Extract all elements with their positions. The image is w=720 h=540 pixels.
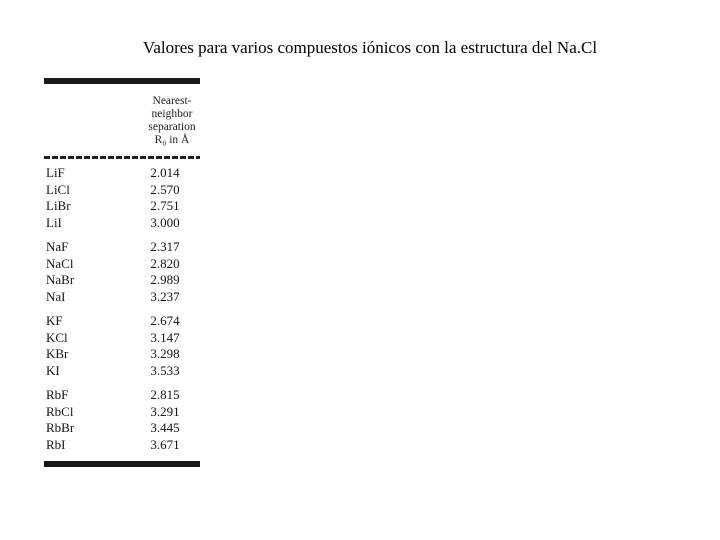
compound-cell: NaF [46,239,69,254]
value-cell: 3.147 [150,329,180,345]
table-bottom-rule [44,461,200,467]
compound-cell: KBr [46,346,69,361]
compound-cell: LiCl [46,181,70,197]
table-row [44,198,200,215]
table-group-sodium [44,239,200,305]
table-row [44,165,200,182]
table-row [44,437,200,454]
table-group-potassium [44,313,200,379]
header-line: R₀ in Å [154,134,190,146]
table-row [44,256,200,273]
header-line: neighbor [151,108,193,120]
value-cell: 2.989 [150,272,180,287]
value-cell: 2.570 [150,181,180,197]
compound-cell: KI [46,362,60,378]
compound-cell: RbCl [46,403,74,419]
table-row [44,289,200,306]
compound-cell: RbF [46,387,69,402]
value-cell: 3.291 [150,403,180,419]
table-row [44,387,200,404]
table-row [44,239,200,256]
table-row [44,215,200,232]
compound-cell: LiF [46,165,65,180]
header-line: separation [148,121,196,133]
compound-cell: RbI [46,436,66,452]
value-cell: 3.237 [150,288,180,304]
compound-cell: RbBr [46,420,75,435]
compound-cell: NaBr [46,272,75,287]
value-cell: 3.671 [150,436,180,452]
compound-cell: LiI [46,214,62,230]
table-row [44,363,200,380]
compound-cell: KCl [46,329,68,345]
table-row [44,330,200,347]
table-row [44,272,200,289]
compound-cell: LiBr [46,198,71,213]
table-row [44,420,200,437]
header-rule [44,156,200,159]
page-title: Valores para varios compuestos iónicos con la estructura del Na.Cl [142,38,598,57]
value-cell: 3.000 [150,214,180,230]
value-cell: 3.298 [150,346,180,361]
compound-cell: KF [46,313,63,328]
table-row [44,404,200,421]
header-line: Nearest- [152,95,192,107]
value-cell: 2.820 [150,255,180,271]
data-table [44,78,200,467]
table-row [44,182,200,199]
value-cell: 2.815 [150,387,180,402]
value-cell: 2.751 [150,198,180,213]
table-body [44,165,200,453]
compound-cell: NaI [46,288,66,304]
table-group-rubidium [44,387,200,453]
value-cell: 2.674 [150,313,180,328]
table-row [44,313,200,330]
value-cell: 2.014 [150,165,180,180]
table-group-lithium [44,165,200,231]
value-cell: 2.317 [150,239,180,254]
value-cell: 3.533 [150,362,180,378]
column-header-separation [142,84,202,155]
value-cell: 3.445 [150,420,180,435]
compound-cell: NaCl [46,255,74,271]
table-row [44,346,200,363]
